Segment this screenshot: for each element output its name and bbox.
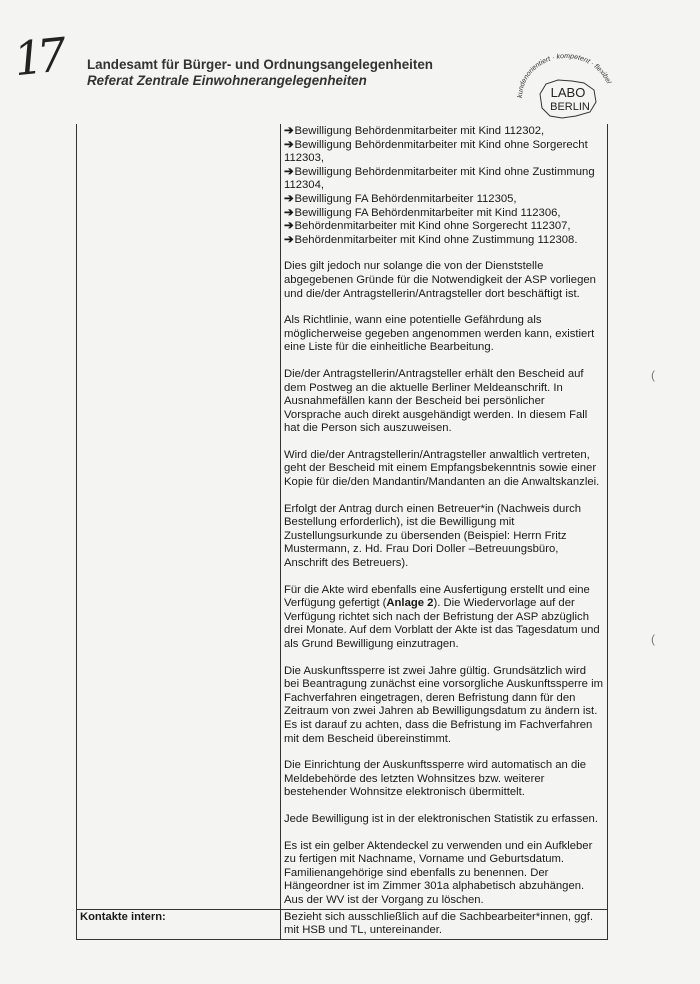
paragraph-duration: Die Auskunftssperre ist zwei Jahre gültig. Grundsätzlich wird bei Beantragung zunächst eine vorsorgliche Auskunftssperre im Fachverfahren eingetragen, deren Befristung dann für den Zeitraum von zwei Jahren ab Bewilligungsdatum zu ändern ist. Es ist darauf zu achten, dass die Befristung im Fachverfahren mit dem Bescheid übereinstimmt. <box>284 664 604 745</box>
arrow-right-icon: ➔ <box>284 138 294 151</box>
logo-arc-text: kundenorientiert · kompetent · flexibel <box>516 52 612 99</box>
paragraph-statistics: Jede Bewilligung ist in der elektronischen Statistik zu erfassen. <box>284 812 598 825</box>
paragraph-transmission: Die Einrichtung der Auskunftssperre wird automatisch an die Meldebehörde des letzten Wohnsitzes bzw. weiterer bestehender Wohnsitze elektronisch übermittelt. <box>284 759 587 799</box>
list-item: ➔Bewilligung FA Behördenmitarbeiter 112305, <box>284 192 517 205</box>
handwritten-page-number: 17 <box>11 27 64 87</box>
logo-word-labo: LABO <box>550 85 586 100</box>
contacts-text: Bezieht sich ausschließlich auf die Sachbearbeiter*innen, ggf. mit HSB und TL, untereinander. <box>284 910 593 937</box>
list-item: ➔Bewilligung Behördenmitarbeiter mit Kind 112302, <box>284 125 545 137</box>
paragraph-validity: Dies gilt jedoch nur solange die von der Dienststelle abgegebenen Gründe für die Notwendigkeit der ASP vorliegen und die/der Antragstellerin/Antragsteller dort beschäftigt ist. <box>284 260 596 300</box>
procedure-table <box>76 124 608 940</box>
header-authority: Landesamt für Bürger- und Ordnungsangelegenheiten <box>87 57 433 72</box>
arrow-right-icon: ➔ <box>284 125 294 137</box>
scan-mark: ( <box>651 632 655 646</box>
table-row <box>77 909 607 939</box>
arrow-right-icon: ➔ <box>284 233 294 246</box>
paragraph-folder: Es ist ein gelber Aktendeckel zu verwenden und ein Aufkleber zu fertigen mit Nachname, Vorname und Geburtsdatum. Familienangehörige sind ebenfalls zu benennen. Der Hängeordner ist im Zimmer 301a alphabetisch abzuhängen. Aus der WV ist der Vorgang zu löschen. <box>284 839 593 906</box>
arrow-right-icon: ➔ <box>284 220 294 233</box>
arrow-right-icon: ➔ <box>284 165 294 178</box>
table-label-cell <box>77 124 281 909</box>
paragraph-guideline: Als Richtlinie, wann eine potentielle Gefährdung als möglicherweise gegeben angenommen werden kann, existiert eine Liste für die einheitliche Bearbeitung. <box>284 314 595 354</box>
list-item: ➔Bewilligung FA Behördenmitarbeiter mit Kind 112306, <box>284 206 561 219</box>
list-item: ➔Behördenmitarbeiter mit Kind ohne Zustimmung 112308. <box>284 233 578 246</box>
anlage-reference: Anlage 2 <box>386 597 434 610</box>
list-item: ➔Bewilligung Behördenmitarbeiter mit Kind ohne Sorgerecht 112303, <box>284 138 588 165</box>
list-item: ➔Behördenmitarbeiter mit Kind ohne Sorgerecht 112307, <box>284 220 571 233</box>
paragraph-file-copy: Für die Akte wird ebenfalls eine Ausfertigung erstellt und eine Verfügung gefertigt (Anlage 2). Die Wiedervorlage auf der Verfügung richtet sich nach der Befristung der ASP abzüglich drei Monate. Auf dem Vorblatt der Akte ist das Tagesdatum und als Grund Bewilligung einzutragen. <box>284 583 600 650</box>
contacts-label: Kontakte intern: <box>77 910 281 939</box>
paragraph-guardian: Erfolgt der Antrag durch einen Betreuer*in (Nachweis durch Bestellung erforderlich), ist die Bewilligung mit Zustellungsurkunde zu übersenden (Beispiel: Herrn Fritz Mustermann, z. Hd. Frau Dori Doller –Betreuungsbüro, Anschrift des Betreuers). <box>284 502 582 570</box>
list-item: ➔Bewilligung Behördenmitarbeiter mit Kind ohne Zustimmung 112304, <box>284 165 595 192</box>
arrow-right-icon: ➔ <box>284 206 294 219</box>
scan-mark: ( <box>651 368 655 382</box>
paragraph-lawyer: Wird die/der Antragstellerin/Antragsteller anwaltlich vertreten, geht der Bescheid mit einem Empfangsbekenntnis sowie einer Kopie für die/den Mandantin/Mandanten an die Anwaltskanzlei. <box>284 448 600 489</box>
header-department: Referat Zentrale Einwohnerangelegenheiten <box>87 73 367 88</box>
table-row <box>77 124 607 909</box>
labo-berlin-logo <box>510 50 620 130</box>
document-header <box>87 57 507 89</box>
table-content-cell <box>281 124 607 909</box>
logo-word-berlin: BERLIN <box>550 101 590 113</box>
arrow-right-icon: ➔ <box>284 192 294 205</box>
paragraph-delivery: Die/der Antragstellerin/Antragsteller erhält den Bescheid auf dem Postweg an die aktuelle Berliner Meldeanschrift. In Ausnahmefällen kann der Bescheid bei persönlicher Vorsprache auch direkt ausgehändigt werden. In diesem Fall hat die Person sich auszuweisen. <box>284 367 588 435</box>
